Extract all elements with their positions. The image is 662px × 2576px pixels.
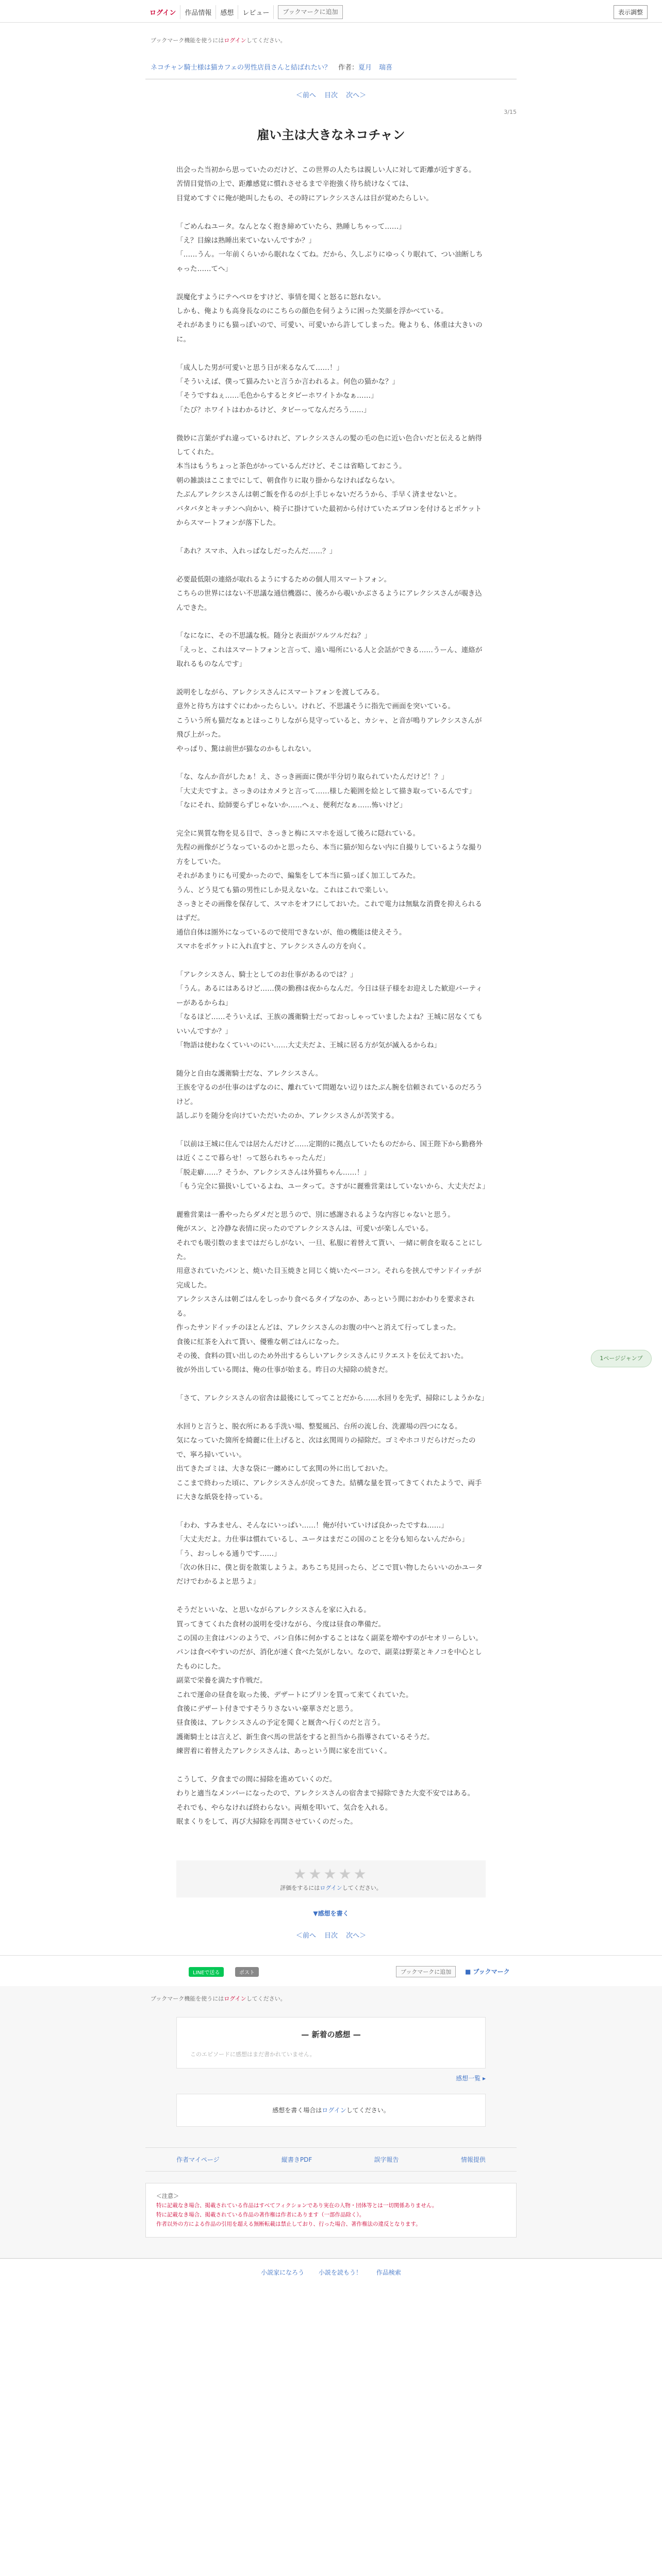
novel-line: 誤魔化すようにテヘペロをすけど、事情を聞くと怒るに怒れない。 — [176, 293, 385, 301]
novel-line — [176, 813, 486, 827]
novel-line: 水回りと言うと、脱衣所にある手洗い場、整髪風呂、台所の流し台、洗濯場の四つになる。 — [176, 1422, 462, 1431]
next-link[interactable]: 次へ＞ — [346, 92, 367, 99]
author-link-2[interactable]: 瑞喜 — [379, 64, 393, 72]
novel-line — [176, 1589, 486, 1603]
novel-line — [176, 615, 486, 629]
author-label: 作者： — [338, 64, 358, 72]
novel-line: しかも、俺よりも高身長なのにこちらの顔色を伺うように困った笑顔を浮かべている。 — [176, 307, 448, 316]
top-bar — [0, 0, 662, 23]
novel-line: 「ごめんねユータ。なんとなく抱き締めていたら、熟睡しちゃって……」 — [176, 222, 406, 231]
pager-bottom — [145, 1930, 517, 1940]
novel-line: 目覚めてすぐに俺が絶叫したもの、その時にアレクシスさんは目が覚めたらしい。 — [176, 194, 433, 202]
page-number: 3/15 — [504, 109, 517, 115]
novel-line: 「う、おっしゃる通りです……」 — [176, 1549, 281, 1558]
rating-box — [176, 1860, 486, 1897]
novel-line: 「大丈夫ですよ。さっきのはカメラと言って……様した範囲を絵として描き取っているんです」 — [176, 787, 476, 795]
novel-line: 出てきたゴミは、大きな袋に一纏めにして玄関の外に出しておいた。 — [176, 1465, 392, 1473]
nav-impressions[interactable]: 感想 — [216, 5, 238, 19]
novel-line: こうして、夕食までの間に掃除を進めていくのだ。 — [176, 1775, 337, 1784]
series-title-link[interactable]: ネコチャン騎士様は猫カフェの男性店員さんと結ばれたい？ — [151, 64, 331, 72]
novel-line: 「たび？ホワイトはわかるけど、タビーってなんだろう……」 — [176, 405, 371, 414]
novel-line — [176, 558, 486, 572]
novel-line: 「えっと、これはスマートフォンと言って、遠い場所にいる人と会話ができる……うーん、連絡が取れるものなんです」 — [176, 646, 483, 669]
novel-line: スマホをポケットに入れ直すと、アレクシスさんの方を向く。 — [176, 942, 370, 951]
novel-line: 「うん。あるにはあるけど……僕の勤務は夜からなんだ。今日は昼子様をお迎えした歓迎パーティーがあるからね」 — [176, 985, 483, 1007]
notice-prefix: ブックマーク機能を使うには — [151, 37, 224, 44]
bottom-area — [0, 1986, 662, 2258]
new-reviews-box — [176, 2017, 486, 2069]
notice-login-link[interactable]: ログイン — [224, 37, 246, 44]
novel-line — [176, 276, 486, 290]
novel-line: 「え？目線は熟睡出来ていないんですか？」 — [176, 236, 316, 245]
footer-link-narou[interactable]: 小説家になろう — [261, 2268, 305, 2276]
novel-line — [176, 1406, 486, 1420]
bookmark-notice — [151, 36, 517, 44]
novel-line: 「次の休日に、僕と街を散策しようよ。あちこち見回ったら、どこで買い物したらいいのかユータだけでわかるよと思うよ」 — [176, 1563, 483, 1586]
novel-line — [176, 417, 486, 431]
novel-line: それがあまりにも可愛かったので、編集をして本当に猫っぽく加工してみた。 — [176, 872, 420, 880]
nav-login[interactable]: ログイン — [145, 5, 180, 19]
work-links — [145, 2147, 517, 2172]
novel-line — [176, 1123, 486, 1137]
novel-line: 「そうですねぇ……毛色からするとタビーホワイトかなぁ……」 — [176, 392, 378, 400]
bookmark-notice-bottom — [145, 1994, 517, 2003]
novel-line: 「以前は王城に住んでは居たんだけど……定期的に拠点していたものだから、国王陛下から勤務外は近くここで暮らせ！って怒られちゃったんだ」 — [176, 1140, 483, 1163]
toc-link[interactable]: 目次 — [324, 92, 338, 99]
write-review-prefix: 感想を書く場合は — [272, 2106, 322, 2114]
nav-work-info[interactable]: 作品情報 — [180, 5, 216, 19]
toc-link-bottom[interactable]: 目次 — [324, 1931, 338, 1940]
notice-line: 作者以外の方による作品の引用を超える無断転載は禁止しており、行った場合、著作権法の違反となります。 — [156, 2221, 421, 2227]
novel-line: 買ってきてくれた食材の説明を受けながら、今度は昼食の準備だ。 — [176, 1620, 385, 1629]
novel-line: アレクシスさんは朝ごはんをしっかり食べるタイプなのか、あっという間におかわりを要求される。 — [176, 1295, 475, 1318]
novel-line: 食後にデザート付きですそうりさないい豪華さだと思う。 — [176, 1705, 357, 1713]
novel-line: それがあまりにも猫っぽいので、可愛い、可愛いから許してしまった。俺よりも、体重は大きいのに。 — [176, 321, 483, 344]
notice-line: 特に記載なき場合、掲載されている作品の著作権は作者にあります（一部作品除く）。 — [156, 2211, 365, 2218]
author-mypage-link[interactable]: 作者マイページ — [176, 2156, 220, 2163]
footer-link-yomou[interactable]: 小説を読もう！ — [318, 2268, 362, 2276]
bottom-notice-login-link[interactable]: ログイン — [224, 1995, 246, 2002]
display-settings-button[interactable]: 表示調整 — [614, 5, 648, 19]
novel-line: 「わわ、すみません、そんなにいっぱい……！俺が付いていけば良かったですね……」 — [176, 1521, 448, 1530]
novel-line: これで運命の昼食を取った後、デザートにプリンを買って来てくれていた。 — [176, 1690, 413, 1699]
main-content — [145, 36, 517, 1940]
write-review-login-link[interactable]: ログイン — [322, 2106, 346, 2114]
novel-line — [176, 1053, 486, 1066]
novel-line: 随分と自由な護衛騎士だな、アレクシスさん。 — [176, 1069, 323, 1078]
footer — [0, 2258, 662, 2292]
novel-line: 意外と待ち方はすぐにわかったらしい。けれど、不思議そうに指先で画面を突いている。 — [176, 702, 455, 711]
bottom-notice-prefix: ブックマーク機能を使うには — [151, 1995, 224, 2002]
novel-line — [176, 1759, 486, 1773]
typo-report-link[interactable]: 誤字報告 — [374, 2156, 399, 2163]
novel-line: 作ったサンドイッチのほとんどは、アレクシスさんのお腹の中へと消えて行ってしまった。 — [176, 1324, 460, 1332]
novel-line: 「大丈夫だよ。力仕事は慣れているし、ユータはまだこの国のことを分も知らないんだから」 — [176, 1535, 469, 1544]
chapter-title: 雇い主は大きなネコチャン — [257, 127, 405, 142]
novel-line: 昼食後は、アレクシスさんの予定を聞くと厩舎へ行くのだと言う。 — [176, 1719, 385, 1727]
novel-line — [176, 347, 486, 361]
novel-line: 「なるほど……そういえば、王族の護衛騎士だっておっしゃっていましたよね？王城に居なくてもいいんですか？」 — [176, 1013, 483, 1036]
novel-line: 「物語は使わなくていいのにい……大丈夫だよ、王城に居る方が気が滅入るからね」 — [176, 1041, 441, 1050]
novel-line: それでも、やらなければ終わらない。両頬を叩いて、気合を入れる。 — [176, 1803, 392, 1812]
next-link-bottom[interactable]: 次へ＞ — [346, 1931, 367, 1940]
novel-line: 本当はもうちょっと茶色がかっているんだけど、そこは省略しておこう。 — [176, 462, 406, 471]
rating-prefix: 評価をするには — [280, 1884, 320, 1891]
novel-line: 完全に異質な物を見る目で、さっきと梅にスマホを返して後ろに隠れている。 — [176, 829, 420, 838]
novel-line: 気になっていた箇所を綺麗に仕上げると、次は玄関周りの掃除だ。ゴミやホコリだらけだったので、寧ろ掃いていい。 — [176, 1436, 476, 1459]
rating-login-link[interactable]: ログイン — [320, 1884, 342, 1891]
novel-line: 「成人した男が可愛いと思う日が来るなんて……！」 — [176, 363, 343, 372]
write-review-suffix: してください。 — [346, 2106, 390, 2114]
notice-box — [145, 2183, 517, 2238]
page-jump-button[interactable]: 1ページジャンプ — [591, 1350, 652, 1367]
novel-line: 護衛騎士とは言えど、新生食べ馬の世話をすると担当から指導されているそうだ。 — [176, 1733, 434, 1741]
novel-line: 朝の雑談はここまでにして、朝食作りに取り掛からなければならない。 — [176, 476, 399, 485]
novel-line — [176, 206, 486, 219]
bookmark-link[interactable]: ■ ブックマーク — [465, 1968, 510, 1975]
rating-notice — [176, 1884, 486, 1892]
novel-line: ここまで終わった頃に、アレクシスさんが戻ってきた。結構な量を買ってきてくれたようで、両手に大きな紙袋を持っている。 — [176, 1479, 482, 1501]
novel-line: 微妙に言葉がずれ違っているけれど、アレクシスさんの髪の毛の色に近い色合いだと伝えると納得してくれた。 — [176, 434, 482, 457]
vertical-pdf-link[interactable]: 縦書きPDF — [281, 2156, 312, 2163]
novel-line: この国の主食はパンのようで、パン自体に何かすることはなく副菜を増やすのがセオリーらしい。 — [176, 1634, 483, 1642]
novel-line: 説明をしながら、アレクシスさんにスマートフォンを渡してみる。 — [176, 688, 384, 697]
novel-line: パンは食べやすいのだが、消化が速く食べた気がしない。なので、副菜は野菜とキノコを中心としたものにした。 — [176, 1648, 482, 1671]
novel-line: わりと適当なメンバーになったので、アレクシスさんの宿舎まで掃除できた大変不安ではある。 — [176, 1789, 475, 1798]
notice-title: ＜注意＞ — [156, 2192, 179, 2199]
novel-line: さっきとその画像を保存して、スマホをオフにしておいた。これで電力は無駄な消費を抑えられるはずだ。 — [176, 900, 483, 923]
novel-line: 王族を守るのが仕事のはずなのに、離れていて問題ない辺りはたぶん腕を信頼されているのだろうけど。 — [176, 1083, 483, 1106]
novel-line: バタバタとキッチンへ向かい、椅子に掛けていた最初から付けていたエプロンを付けるとポケットからスマートフォンが落下した。 — [176, 504, 482, 528]
novel-line: こういう所も猫だなぁとほっこりしながら見守っていると、カシャ、と音が鳴りアレクシスさんが飛び上がった。 — [176, 716, 482, 739]
novel-line: 副菜で栄養を満たす作戦だ。 — [176, 1676, 267, 1685]
novel-line: そうだといいな、と思いながらアレクシスさんを家に入れる。 — [176, 1606, 371, 1615]
novel-line: 「あれ？スマホ、入れっぱなしだったんだ……？」 — [176, 547, 337, 555]
novel-line: 「アレクシスさん、騎士としてのお仕事があるのでは？」 — [176, 970, 357, 979]
novel-line: こちらの世界にはない不思議な通信機器に、後ろから覗いかぶさるようにアレクシスさんが覗き込んできた。 — [176, 589, 482, 612]
novel-line: 苦情目覚悟の上で、距離感覚に慣れさせるまで辛抱強く待ち続けなくては、 — [176, 180, 413, 189]
notice-suffix: してください。 — [246, 37, 286, 44]
novel-line: 先程の画像がどうなっているのかと思ったら、本当に猫が知らない内に自撮りしているような撮り方をしていた。 — [176, 843, 483, 866]
novel-line: 出会った当初から思っていたのだけど、この世界の人たちは親しい人に対して距離が近すぎる。 — [176, 166, 476, 174]
novel-line — [176, 756, 486, 770]
novel-line: 「もう完全に猫扱いしているよね、ユータって。さすがに麗雅営業はしていないから、大丈夫だよ」 — [176, 1182, 489, 1191]
novel-line — [176, 1504, 486, 1518]
novel-line: 「な、なんか音がしたぁ！え、さっき画面に僕が半分切り取られていたんだけど！？」 — [176, 773, 449, 782]
nav-reviews[interactable]: レビュー — [238, 5, 274, 19]
review-list-link[interactable]: 感想一覧 ▸ — [456, 2074, 486, 2082]
novel-body — [176, 163, 489, 1829]
novel-line: 話しぶりを随分を向けていただいたのか、アレクシスさんが苦笑する。 — [176, 1112, 399, 1121]
top-nav — [145, 5, 343, 19]
write-review-box — [176, 2094, 486, 2127]
bookmark-add-button-bottom[interactable]: ブックマークに追加 — [396, 1966, 456, 1977]
novel-line: 「脱走癖……？そうか、アレクシスさんは外猫ちゃん……！」 — [176, 1168, 371, 1177]
novel-line: 必要最低限の連絡が取れるようにするための個人用スマートフォン。 — [176, 575, 391, 584]
novel-line: うん、どう見ても猫の男性にしか見えないな。これはこれで楽しい。 — [176, 886, 393, 894]
notice-line: 特に記載なき場合、掲載されている作品はすべてフィクションであり実在の人物・団体等とは一切関係ありません。 — [156, 2202, 438, 2209]
series-info — [151, 62, 517, 72]
novel-line — [176, 672, 486, 686]
footer-link-search[interactable]: 作品検索 — [376, 2268, 401, 2276]
novel-line — [176, 531, 486, 545]
author-link[interactable]: 夏月 — [358, 64, 372, 72]
new-reviews-empty: このエピソードに感想はまだ書かれていません。 — [190, 2050, 316, 2058]
prev-link[interactable]: ＜前へ — [295, 92, 316, 99]
prev-link-bottom[interactable]: ＜前へ — [295, 1931, 316, 1940]
novel-line: 「さて、アレクシスさんの宿舎は最後にしてってことだから……水回りを先ず、掃除にしようかな」 — [176, 1394, 488, 1403]
novel-line: 用意されていたパンと、焼いた目玉焼きと同じく焼いたベーコン。それらを挟んでサンドイッチが完成した。 — [176, 1267, 482, 1290]
novel-line: 食後に紅茶を入れて貰い、優雅な朝ごはんになった。 — [176, 1337, 343, 1346]
bookmark-add-button[interactable]: ブックマークに追加 — [278, 5, 342, 19]
novel-line: 通信自体は圏外になっているので使用できないが、他の機能は使えそう。 — [176, 928, 406, 937]
new-reviews-heading: — 新着の感想 — — [301, 2029, 361, 2039]
novel-line — [176, 954, 486, 968]
info-provide-link[interactable]: 情報提供 — [460, 2156, 486, 2163]
rating-stars[interactable]: ★★★★★ — [293, 1865, 369, 1883]
share-bar — [0, 1955, 662, 1986]
novel-line: 麗雅営業は一番やったらダメだと思うので、別に感謝されるような内容じゃないと思う。 — [176, 1210, 455, 1219]
novel-line: その後、食料の買い出しのため外出するらしいアレクシスさんにリクエストを伝えておいた。 — [176, 1351, 468, 1360]
novel-line: 眠まくりをして、再び大掃除を再開させていくのだった。 — [176, 1818, 357, 1826]
novel-line: たぶんアレクシスさんは朝ご飯を作るのが上手じゃないだろうから、手早く済ませないと。 — [176, 490, 461, 499]
rating-suffix: してください。 — [342, 1884, 382, 1891]
novel-line: やっぱり、驚は前世が猫なのかもしれない。 — [176, 744, 316, 753]
novel-line: それでも吸引数のままではだらしがない、一旦、私服に着替えて貰い、一緒に朝食を取ることにした。 — [176, 1239, 483, 1262]
bottom-notice-suffix: してください。 — [246, 1995, 286, 2002]
novel-line: 彼が外出している間は、俺の仕事が始まる。昨日の大掃除の続きだ。 — [176, 1366, 392, 1375]
pager-top — [145, 90, 517, 99]
novel-line: 俺がスン、と冷静な表情に戻ったのでアレクシスさんは、可愛いが楽しんでいる。 — [176, 1225, 433, 1233]
write-review-link[interactable]: ▼感想を書く — [313, 1909, 349, 1917]
novel-line: 「なになに、その不思議な板。随分と表面がツルツルだね？」 — [176, 632, 371, 640]
post-share-button[interactable]: ポスト — [235, 1967, 259, 1977]
novel-line: 「なにそれ、絵師要らずじゃないか……へぇ、便利だなぁ……怖いけど」 — [176, 801, 407, 810]
novel-line — [176, 1194, 486, 1208]
novel-line — [176, 1378, 486, 1392]
line-share-button[interactable]: LINEで送る — [189, 1967, 224, 1977]
novel-line: 「……うん。一年前くらいから眠れなくてね。だから、久しぶりにゆっくり眠れて、つい油断しちゃった……てへ」 — [176, 250, 483, 273]
novel-line: 練習着に着替えたアレクシスさんは、あっという間に家を出ていく。 — [176, 1747, 391, 1756]
novel-line: 「そういえば、僕って猫みたいと言うか言われるよ。何色の猫かな？」 — [176, 378, 399, 386]
